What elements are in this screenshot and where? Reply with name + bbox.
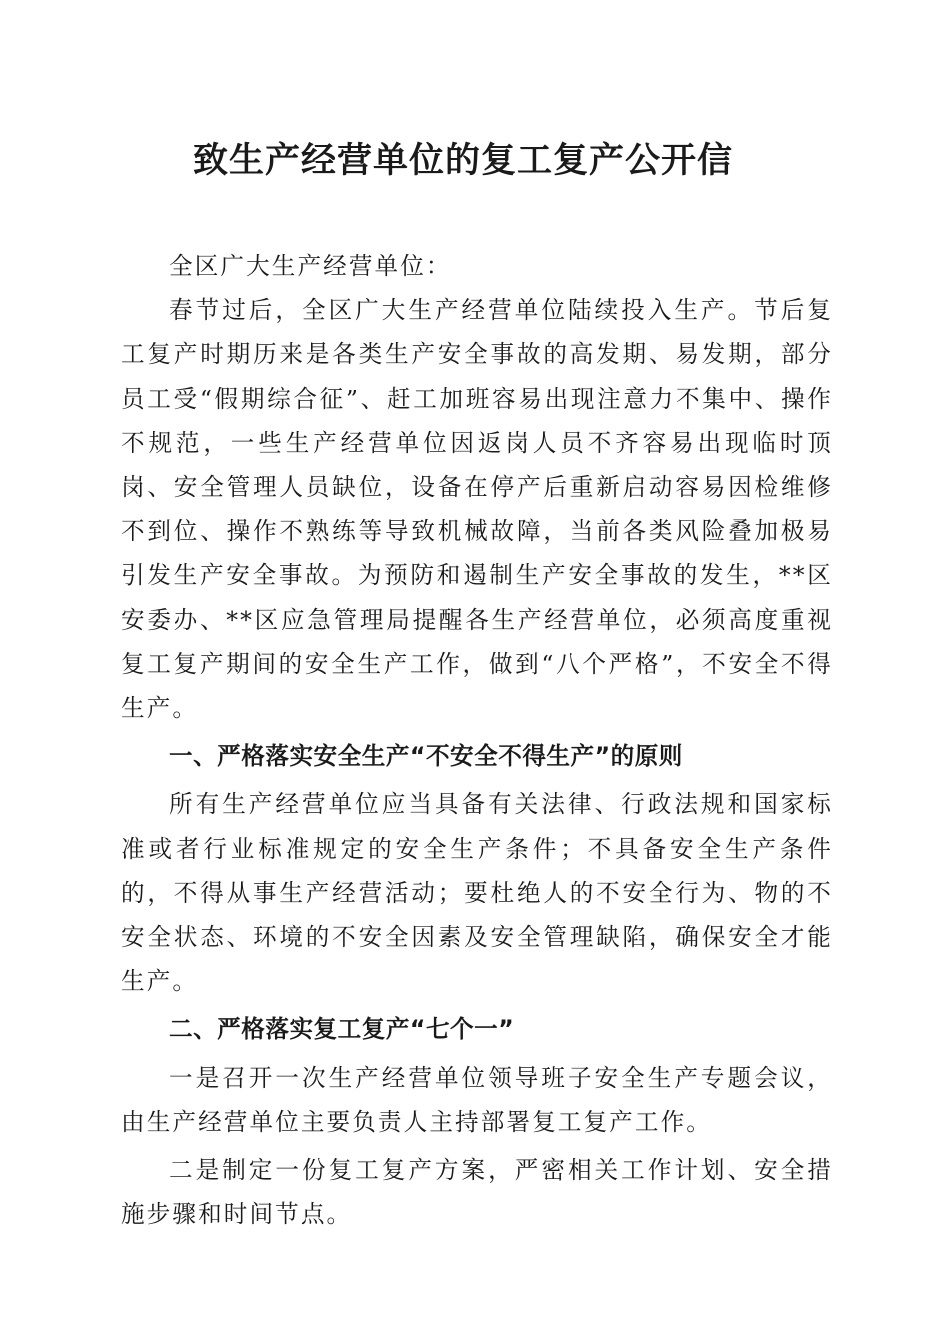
salutation: 全区广大生产经营单位： (169, 252, 452, 280)
section-1-body: 所有生产经营单位应当具备有关法律、行政法规和国家标准或者行业标准规定的安全生产条件；不具备安全生产条件的，不得从事生产经营活动；要杜绝人的不安全行为、物的不安全状态、环境的不安全因素及安全管理缺陷，确保安全才能生产。 (121, 790, 833, 996)
section-2-item-1: 一是召开一次生产经营单位领导班子安全生产专题会议，由生产经营单位主要负责人主持部署复工复产工作。 (121, 1063, 833, 1136)
section-2-item-2: 二是制定一份复工复产方案，严密相关工作计划、安全措施步骤和时间节点。 (121, 1156, 833, 1229)
section-1-heading: 一、严格落实安全生产“不安全不得生产”的原则 (169, 742, 683, 771)
intro-paragraph: 春节过后，全区广大生产经营单位陆续投入生产。节后复工复产时期历来是各类生产安全事故的高发期、易发期，部分员工受“假期综合征”、赶工加班容易出现注意力不集中、操作不规范，一些生产经营单位因返岗人员不齐容易出现临时顶岗、安全管理人员缺位，设备在停产后重新启动容易因检维修不到位、操作不熟练等导致机械故障，当前各类风险叠加极易引发生产安全事故。为预防和遏制生产安全事故的发生，**区安委办、**区应急管理局提醒各生产经营单位，必须高度重视复工复产期间的安全生产工作，做到“八个严格”，不安全不得生产。 (121, 296, 833, 723)
section-2-heading: 二、严格落实复工复产“七个一” (169, 1015, 515, 1044)
document-page (121, 132, 833, 1236)
document-title: 致生产经营单位的复工复产公开信 (192, 140, 733, 181)
